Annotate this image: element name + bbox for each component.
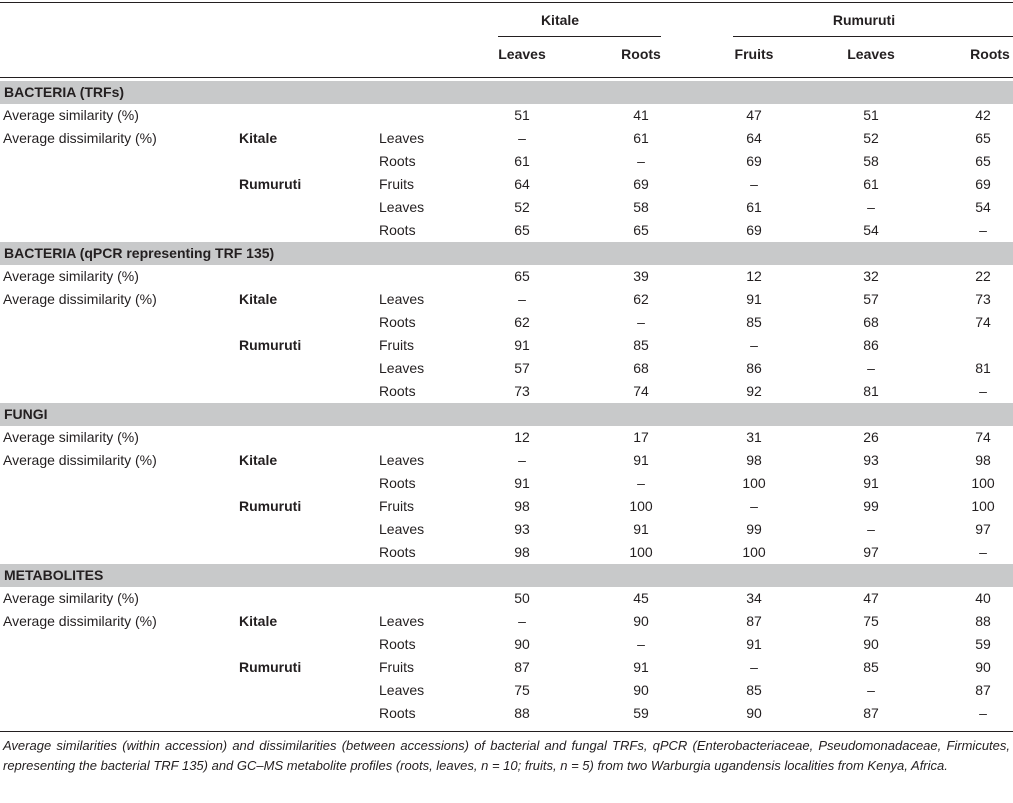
organ-label: Fruits bbox=[379, 498, 414, 514]
similarity-value: 31 bbox=[746, 429, 762, 445]
rumuruti-span-rule bbox=[733, 36, 1013, 37]
organ-label: Roots bbox=[379, 544, 416, 560]
table-cell: 85 bbox=[746, 682, 762, 698]
table-cell: 85 bbox=[633, 337, 649, 353]
table-cell: 57 bbox=[863, 291, 879, 307]
table-footnote: Average similarities (within accession) and dissimilarities (between accessions) of bacterial and fungal TRFs, qPCR (Enterobacteriaceae, Pseudomonadaceae, Firmicutes, representing the bacterial TRF 135) and GC–MS metabolite profiles (roots, leaves, n = 10; fruits, n = 5) from two Warburgia ugandensis localities from Kenya, Africa. bbox=[3, 738, 1010, 773]
table-bottom-rule bbox=[0, 731, 1013, 732]
table-cell: – bbox=[518, 130, 526, 146]
table-cell: 85 bbox=[746, 314, 762, 330]
organ-label: Roots bbox=[379, 383, 416, 399]
similarity-value: 45 bbox=[633, 590, 649, 606]
locality-label: Rumuruti bbox=[239, 659, 302, 675]
header-col-rumuruti-fruits: Fruits bbox=[734, 46, 774, 62]
dissimilarity-row bbox=[0, 633, 1013, 656]
similarity-value: 65 bbox=[514, 268, 530, 284]
table-cell: 91 bbox=[746, 291, 762, 307]
table-cell: 64 bbox=[514, 176, 530, 192]
table-cell: 74 bbox=[975, 314, 991, 330]
locality-label: Kitale bbox=[239, 291, 278, 307]
table-cell: 59 bbox=[633, 705, 649, 721]
similarity-value: 51 bbox=[863, 107, 879, 123]
table-cell: 91 bbox=[514, 337, 530, 353]
table-cell: – bbox=[750, 498, 758, 514]
table-cell: 87 bbox=[975, 682, 991, 698]
table-cell: 100 bbox=[742, 475, 766, 491]
organ-label: Leaves bbox=[379, 130, 425, 146]
similarity-value: 51 bbox=[514, 107, 530, 123]
row-label: Average dissimilarity (%) bbox=[3, 291, 157, 307]
organ-label: Roots bbox=[379, 705, 416, 721]
table-cell: 68 bbox=[863, 314, 879, 330]
table-cell: 100 bbox=[742, 544, 766, 560]
row-label: Average similarity (%) bbox=[3, 268, 139, 284]
table-cell: 68 bbox=[633, 360, 649, 376]
header-col-rumuruti-leaves: Leaves bbox=[847, 46, 895, 62]
table-cell: – bbox=[867, 682, 875, 698]
similarity-row bbox=[0, 426, 1013, 449]
table-cell: 100 bbox=[629, 498, 653, 514]
section-header: BACTERIA (qPCR representing TRF 135) bbox=[0, 242, 1013, 265]
table-cell: – bbox=[867, 360, 875, 376]
table-cell: 98 bbox=[975, 452, 991, 468]
table-cell: 98 bbox=[514, 498, 530, 514]
similarity-value: 47 bbox=[746, 107, 762, 123]
table-cell: 91 bbox=[514, 475, 530, 491]
row-label: Average similarity (%) bbox=[3, 107, 139, 123]
table-cell: 91 bbox=[863, 475, 879, 491]
table-cell: – bbox=[637, 314, 645, 330]
dissimilarity-row bbox=[0, 334, 1013, 357]
section-header: METABOLITES bbox=[0, 564, 1013, 587]
similarity-value: 47 bbox=[863, 590, 879, 606]
table-cell: – bbox=[867, 199, 875, 215]
dissimilarity-row bbox=[0, 610, 1013, 633]
table-cell: 61 bbox=[863, 176, 879, 192]
table-cell: – bbox=[750, 337, 758, 353]
table-cell: 87 bbox=[746, 613, 762, 629]
dissimilarity-row bbox=[0, 150, 1013, 173]
table-cell: 75 bbox=[514, 682, 530, 698]
row-label: Average similarity (%) bbox=[3, 590, 139, 606]
dissimilarity-row bbox=[0, 173, 1013, 196]
row-label: Average dissimilarity (%) bbox=[3, 130, 157, 146]
table-cell: 90 bbox=[863, 636, 879, 652]
table-cell: 59 bbox=[975, 636, 991, 652]
table-cell: – bbox=[979, 383, 987, 399]
table-cell: 74 bbox=[633, 383, 649, 399]
similarity-value: 40 bbox=[975, 590, 991, 606]
kitale-span-rule bbox=[498, 36, 661, 37]
table-cell: 65 bbox=[975, 130, 991, 146]
similarity-value: 39 bbox=[633, 268, 649, 284]
organ-label: Roots bbox=[379, 475, 416, 491]
dissimilarity-row bbox=[0, 541, 1013, 564]
dissimilarity-row bbox=[0, 679, 1013, 702]
row-label: Average dissimilarity (%) bbox=[3, 452, 157, 468]
table-cell: 91 bbox=[633, 452, 649, 468]
similarity-value: 42 bbox=[975, 107, 991, 123]
dissimilarity-row bbox=[0, 219, 1013, 242]
table-cell: 61 bbox=[633, 130, 649, 146]
header-group-rumuruti: Rumuruti bbox=[832, 12, 896, 28]
similarity-value: 12 bbox=[514, 429, 530, 445]
table-cell: 69 bbox=[746, 222, 762, 238]
similarity-value: 22 bbox=[975, 268, 991, 284]
dissimilarity-row bbox=[0, 702, 1013, 725]
organ-label: Fruits bbox=[379, 337, 414, 353]
table-cell: 64 bbox=[746, 130, 762, 146]
table-cell: 93 bbox=[514, 521, 530, 537]
dissimilarity-row bbox=[0, 656, 1013, 679]
row-label: Average similarity (%) bbox=[3, 429, 139, 445]
organ-label: Leaves bbox=[379, 199, 425, 215]
organ-label: Roots bbox=[379, 314, 416, 330]
table-cell: 98 bbox=[514, 544, 530, 560]
table-cell: 81 bbox=[863, 383, 879, 399]
organ-label: Leaves bbox=[379, 360, 425, 376]
table-header bbox=[0, 0, 1013, 78]
dissimilarity-row bbox=[0, 518, 1013, 541]
dissimilarity-row bbox=[0, 196, 1013, 219]
dissimilarity-row bbox=[0, 449, 1013, 472]
header-col-rumuruti-roots: Roots bbox=[970, 46, 1010, 62]
locality-label: Rumuruti bbox=[239, 498, 302, 514]
table-cell: 100 bbox=[971, 498, 995, 514]
table-cell: 98 bbox=[746, 452, 762, 468]
table-cell: 100 bbox=[971, 475, 995, 491]
header-col-kitale-leaves: Leaves bbox=[498, 46, 546, 62]
table-cell: 90 bbox=[746, 705, 762, 721]
section-header: FUNGI bbox=[0, 403, 1013, 426]
section-header: BACTERIA (TRFs) bbox=[0, 81, 1013, 104]
locality-label: Kitale bbox=[239, 613, 278, 629]
header-col-kitale-roots: Roots bbox=[621, 46, 661, 62]
table-cell: – bbox=[750, 659, 758, 675]
dissimilarity-row bbox=[0, 495, 1013, 518]
table-cell: 91 bbox=[633, 659, 649, 675]
top-rule bbox=[0, 2, 1013, 3]
organ-label: Roots bbox=[379, 153, 416, 169]
table-cell: 81 bbox=[975, 360, 991, 376]
similarity-value: 32 bbox=[863, 268, 879, 284]
table-cell: – bbox=[518, 613, 526, 629]
table-cell: 54 bbox=[863, 222, 879, 238]
dissimilarity-row bbox=[0, 380, 1013, 403]
table-cell: 100 bbox=[629, 544, 653, 560]
table-cell: – bbox=[637, 153, 645, 169]
table-cell: 69 bbox=[975, 176, 991, 192]
locality-label: Kitale bbox=[239, 452, 278, 468]
table-cell: 73 bbox=[975, 291, 991, 307]
header-group-kitale: Kitale bbox=[540, 12, 580, 28]
table-cell: 86 bbox=[746, 360, 762, 376]
similarity-value: 74 bbox=[975, 429, 991, 445]
table-cell: 99 bbox=[746, 521, 762, 537]
table-cell: 90 bbox=[633, 682, 649, 698]
table-cell: 62 bbox=[633, 291, 649, 307]
table-cell: – bbox=[637, 475, 645, 491]
row-label: Average dissimilarity (%) bbox=[3, 613, 157, 629]
dissimilarity-row bbox=[0, 472, 1013, 495]
similarity-value: 50 bbox=[514, 590, 530, 606]
table-cell: 52 bbox=[863, 130, 879, 146]
organ-label: Roots bbox=[379, 636, 416, 652]
organ-label: Leaves bbox=[379, 613, 425, 629]
table-cell: 61 bbox=[514, 153, 530, 169]
table-cell: 69 bbox=[633, 176, 649, 192]
header-bottom-rule bbox=[0, 77, 1013, 78]
similarity-value: 41 bbox=[633, 107, 649, 123]
table-cell: 52 bbox=[514, 199, 530, 215]
table-cell: 93 bbox=[863, 452, 879, 468]
table-cell: 92 bbox=[746, 383, 762, 399]
locality-label: Kitale bbox=[239, 130, 278, 146]
table-cell: 65 bbox=[633, 222, 649, 238]
organ-label: Leaves bbox=[379, 452, 425, 468]
table-cell: – bbox=[518, 291, 526, 307]
similarity-value: 12 bbox=[746, 268, 762, 284]
table-cell: – bbox=[637, 636, 645, 652]
table-cell: 57 bbox=[514, 360, 530, 376]
table-cell: – bbox=[867, 521, 875, 537]
table-cell: 97 bbox=[863, 544, 879, 560]
table-cell: 90 bbox=[975, 659, 991, 675]
organ-label: Leaves bbox=[379, 521, 425, 537]
dissimilarity-row bbox=[0, 357, 1013, 380]
organ-label: Leaves bbox=[379, 291, 425, 307]
table-cell: 91 bbox=[746, 636, 762, 652]
table-cell: 54 bbox=[975, 199, 991, 215]
similarity-value: 34 bbox=[746, 590, 762, 606]
similarity-value: 26 bbox=[863, 429, 879, 445]
table-cell: 65 bbox=[514, 222, 530, 238]
table-cell: 62 bbox=[514, 314, 530, 330]
similarity-value: 17 bbox=[633, 429, 649, 445]
table-cell: – bbox=[979, 222, 987, 238]
table-cell: 97 bbox=[975, 521, 991, 537]
dissimilarity-row bbox=[0, 288, 1013, 311]
organ-label: Leaves bbox=[379, 682, 425, 698]
table-cell: 86 bbox=[863, 337, 879, 353]
table-cell: – bbox=[518, 452, 526, 468]
table-cell: 75 bbox=[863, 613, 879, 629]
similarity-row bbox=[0, 104, 1013, 127]
table-cell: 87 bbox=[514, 659, 530, 675]
table-cell: 91 bbox=[633, 521, 649, 537]
table-cell: – bbox=[979, 544, 987, 560]
organ-label: Roots bbox=[379, 222, 416, 238]
table-cell: 58 bbox=[863, 153, 879, 169]
locality-label: Rumuruti bbox=[239, 337, 302, 353]
table-cell: 69 bbox=[746, 153, 762, 169]
table-cell: 90 bbox=[633, 613, 649, 629]
table-cell: 99 bbox=[863, 498, 879, 514]
similarity-row bbox=[0, 587, 1013, 610]
table-cell: 88 bbox=[975, 613, 991, 629]
table-cell: 90 bbox=[514, 636, 530, 652]
organ-label: Fruits bbox=[379, 659, 414, 675]
table-cell: 73 bbox=[514, 383, 530, 399]
table-cell: – bbox=[750, 176, 758, 192]
table-cell: 85 bbox=[863, 659, 879, 675]
organ-label: Fruits bbox=[379, 176, 414, 192]
table-cell: 61 bbox=[746, 199, 762, 215]
table-cell: 58 bbox=[633, 199, 649, 215]
dissimilarity-row bbox=[0, 311, 1013, 334]
table-cell: 88 bbox=[514, 705, 530, 721]
dissimilarity-row bbox=[0, 127, 1013, 150]
table-cell: 65 bbox=[975, 153, 991, 169]
table-cell: 87 bbox=[863, 705, 879, 721]
table-body bbox=[0, 81, 1013, 725]
table-cell: – bbox=[979, 705, 987, 721]
similarity-row bbox=[0, 265, 1013, 288]
locality-label: Rumuruti bbox=[239, 176, 302, 192]
